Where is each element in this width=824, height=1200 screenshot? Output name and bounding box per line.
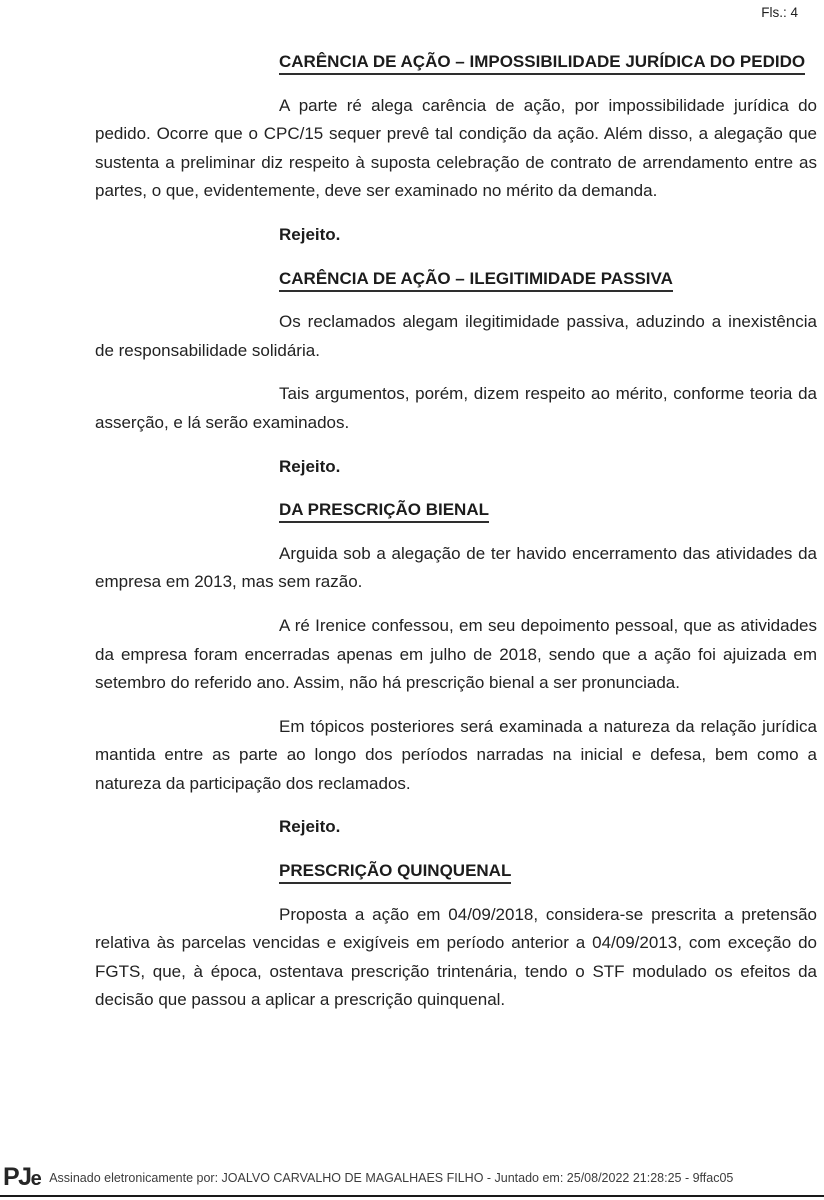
section-heading	[279, 265, 817, 294]
paragraph: Arguida sob a alegação de ter havido encerramento das atividades da empresa em 2013, mas sem razão.	[95, 543, 817, 592]
section-heading	[279, 496, 817, 525]
section-heading-text: CARÊNCIA DE AÇÃO – ILEGITIMIDADE PASSIVA	[279, 269, 673, 292]
section-heading	[279, 857, 817, 886]
electronic-signature-text: Assinado eletronicamente por: JOALVO CARVALHO DE MAGALHAES FILHO - Juntado em: 25/08/2022 21:28:25 - 9ffac05	[49, 1170, 734, 1185]
signature-footer	[3, 1165, 733, 1190]
paragraph: Proposta a ação em 04/09/2018, considera-se prescrita a pretensão relativa às parcelas vencidas e exigíveis em período anterior a 04/09/2013, com exceção do FGTS, que, à época, ostentava prescrição trintenária, tendo o STF modulado os efeitos da decisão que passou a aplicar a prescrição quinquenal.	[95, 904, 817, 1010]
page-bottom-rule	[0, 1195, 824, 1197]
ruling-statement: Rejeito.	[279, 456, 341, 476]
paragraph: A ré Irenice confessou, em seu depoimento pessoal, que as atividades da empresa foram encerradas apenas em julho de 2018, sendo que a ação foi ajuizada em setembro do referido ano. Assim, não há prescrição bienal a ser pronunciada.	[95, 615, 817, 693]
ruling-statement: Rejeito.	[279, 224, 341, 244]
folio-number: Fls.: 4	[761, 5, 798, 20]
section-heading-text: DA PRESCRIÇÃO BIENAL	[279, 500, 489, 523]
section-heading	[279, 48, 817, 77]
paragraph: A parte ré alega carência de ação, por impossibilidade jurídica do pedido. Ocorre que o CPC/15 sequer prevê tal condição da ação. Além disso, a alegação que sustenta a preliminar diz respeito à suposta celebração de contrato de arrendamento entre as partes, o que, evidentemente, deve ser examinado no mérito da demanda.	[95, 95, 817, 201]
pje-logo-pj: PJ	[3, 1163, 31, 1191]
section-heading-text: CARÊNCIA DE AÇÃO – IMPOSSIBILIDADE JURÍDICA DO PEDIDO	[279, 52, 805, 75]
paragraph: Tais argumentos, porém, dizem respeito ao mérito, conforme teoria da asserção, e lá serão examinados.	[95, 384, 817, 432]
paragraph: Os reclamados alegam ilegitimidade passiva, aduzindo a inexistência de responsabilidade solidária.	[95, 312, 817, 360]
pje-logo-e: e	[30, 1168, 41, 1190]
document-body	[95, 48, 817, 1030]
section-heading-text: PRESCRIÇÃO QUINQUENAL	[279, 861, 511, 884]
ruling-statement: Rejeito.	[279, 817, 341, 837]
pje-logo	[3, 1165, 40, 1190]
paragraph: Em tópicos posteriores será examinada a natureza da relação jurídica mantida entre as parte ao longo dos períodos narradas na inicial e defesa, bem como a natureza da participação dos reclamados.	[95, 716, 817, 793]
